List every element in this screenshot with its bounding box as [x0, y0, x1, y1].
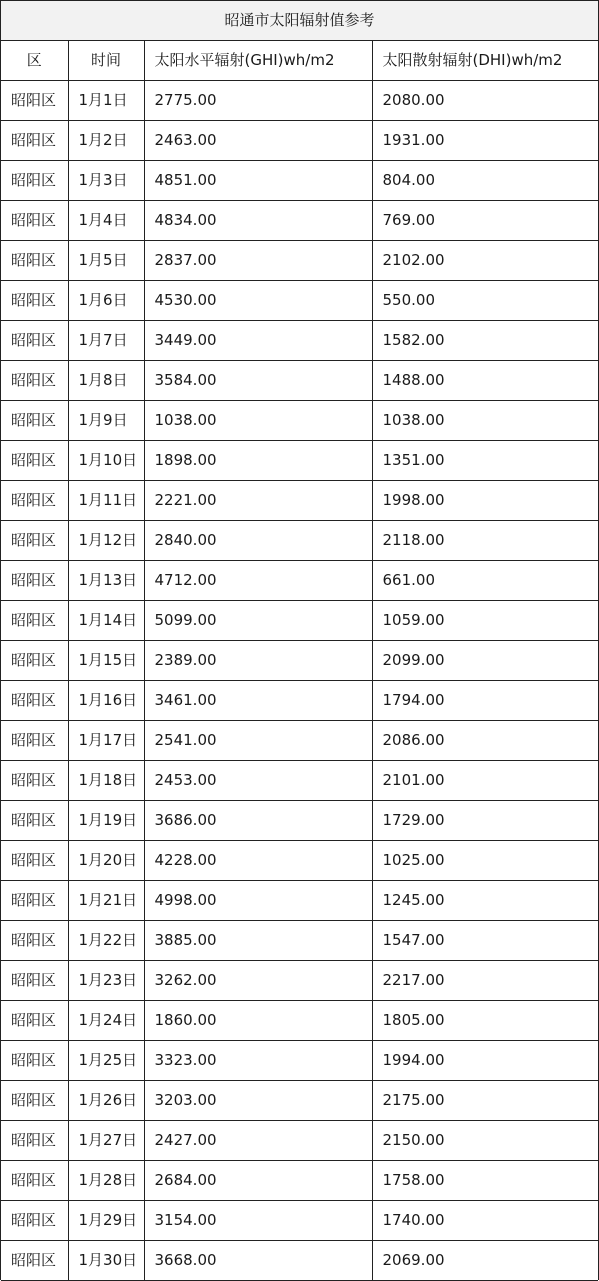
cell-district: 昭阳区 — [1, 881, 68, 921]
table-row — [1, 281, 598, 321]
table-row — [1, 1241, 598, 1281]
radiation-table — [1, 0, 598, 1281]
cell-district: 昭阳区 — [1, 281, 68, 321]
cell-date: 1月13日 — [68, 561, 144, 601]
cell-ghi: 2541.00 — [144, 721, 372, 761]
cell-district: 昭阳区 — [1, 1041, 68, 1081]
cell-district: 昭阳区 — [1, 1161, 68, 1201]
cell-ghi: 5099.00 — [144, 601, 372, 641]
cell-dhi: 1998.00 — [372, 481, 598, 521]
cell-district: 昭阳区 — [1, 1001, 68, 1041]
cell-district: 昭阳区 — [1, 721, 68, 761]
cell-district: 昭阳区 — [1, 921, 68, 961]
table-row — [1, 1041, 598, 1081]
header-district: 区 — [1, 41, 68, 81]
cell-district: 昭阳区 — [1, 681, 68, 721]
cell-date: 1月23日 — [68, 961, 144, 1001]
cell-district: 昭阳区 — [1, 481, 68, 521]
header-row — [1, 41, 598, 81]
table-row — [1, 961, 598, 1001]
cell-district: 昭阳区 — [1, 121, 68, 161]
table-row — [1, 361, 598, 401]
cell-district: 昭阳区 — [1, 561, 68, 601]
cell-ghi: 3323.00 — [144, 1041, 372, 1081]
table-row — [1, 721, 598, 761]
cell-date: 1月1日 — [68, 81, 144, 121]
cell-dhi: 804.00 — [372, 161, 598, 201]
cell-date: 1月5日 — [68, 241, 144, 281]
cell-ghi: 1860.00 — [144, 1001, 372, 1041]
cell-ghi: 3449.00 — [144, 321, 372, 361]
cell-dhi: 1059.00 — [372, 601, 598, 641]
table-row — [1, 801, 598, 841]
table-row — [1, 881, 598, 921]
table-row — [1, 1001, 598, 1041]
cell-date: 1月28日 — [68, 1161, 144, 1201]
cell-ghi: 3154.00 — [144, 1201, 372, 1241]
cell-district: 昭阳区 — [1, 521, 68, 561]
cell-date: 1月2日 — [68, 121, 144, 161]
cell-ghi: 4998.00 — [144, 881, 372, 921]
cell-district: 昭阳区 — [1, 441, 68, 481]
cell-ghi: 2837.00 — [144, 241, 372, 281]
cell-date: 1月21日 — [68, 881, 144, 921]
cell-ghi: 3203.00 — [144, 1081, 372, 1121]
table-title: 昭通市太阳辐射值参考 — [1, 1, 598, 41]
cell-ghi: 2389.00 — [144, 641, 372, 681]
table-row — [1, 521, 598, 561]
cell-dhi: 2101.00 — [372, 761, 598, 801]
cell-district: 昭阳区 — [1, 641, 68, 681]
cell-date: 1月24日 — [68, 1001, 144, 1041]
table-body — [1, 1, 598, 1281]
cell-ghi: 1038.00 — [144, 401, 372, 441]
cell-date: 1月3日 — [68, 161, 144, 201]
cell-ghi: 2427.00 — [144, 1121, 372, 1161]
cell-dhi: 2080.00 — [372, 81, 598, 121]
cell-dhi: 1025.00 — [372, 841, 598, 881]
cell-dhi: 1740.00 — [372, 1201, 598, 1241]
table-row — [1, 1081, 598, 1121]
cell-dhi: 2175.00 — [372, 1081, 598, 1121]
cell-dhi: 1038.00 — [372, 401, 598, 441]
cell-date: 1月22日 — [68, 921, 144, 961]
cell-ghi: 2684.00 — [144, 1161, 372, 1201]
cell-date: 1月10日 — [68, 441, 144, 481]
header-ghi: 太阳水平辐射(GHI)wh/m2 — [144, 41, 372, 81]
cell-ghi: 2840.00 — [144, 521, 372, 561]
cell-date: 1月26日 — [68, 1081, 144, 1121]
cell-date: 1月30日 — [68, 1241, 144, 1281]
table-row — [1, 241, 598, 281]
table-row — [1, 1201, 598, 1241]
cell-district: 昭阳区 — [1, 1081, 68, 1121]
cell-date: 1月27日 — [68, 1121, 144, 1161]
cell-dhi: 2150.00 — [372, 1121, 598, 1161]
cell-ghi: 4851.00 — [144, 161, 372, 201]
cell-district: 昭阳区 — [1, 161, 68, 201]
cell-dhi: 1351.00 — [372, 441, 598, 481]
cell-dhi: 1758.00 — [372, 1161, 598, 1201]
cell-date: 1月25日 — [68, 1041, 144, 1081]
cell-dhi: 2069.00 — [372, 1241, 598, 1281]
cell-ghi: 2463.00 — [144, 121, 372, 161]
header-dhi: 太阳散射辐射(DHI)wh/m2 — [372, 41, 598, 81]
cell-ghi: 2453.00 — [144, 761, 372, 801]
cell-district: 昭阳区 — [1, 961, 68, 1001]
table-row — [1, 161, 598, 201]
cell-dhi: 769.00 — [372, 201, 598, 241]
cell-ghi: 3262.00 — [144, 961, 372, 1001]
cell-dhi: 550.00 — [372, 281, 598, 321]
table-row — [1, 201, 598, 241]
cell-date: 1月12日 — [68, 521, 144, 561]
cell-ghi: 4712.00 — [144, 561, 372, 601]
cell-dhi: 1931.00 — [372, 121, 598, 161]
cell-dhi: 1547.00 — [372, 921, 598, 961]
cell-ghi: 2221.00 — [144, 481, 372, 521]
cell-date: 1月16日 — [68, 681, 144, 721]
cell-date: 1月20日 — [68, 841, 144, 881]
cell-ghi: 3668.00 — [144, 1241, 372, 1281]
cell-date: 1月14日 — [68, 601, 144, 641]
table-row — [1, 1121, 598, 1161]
cell-date: 1月7日 — [68, 321, 144, 361]
cell-dhi: 1729.00 — [372, 801, 598, 841]
cell-ghi: 3686.00 — [144, 801, 372, 841]
table-row — [1, 841, 598, 881]
table-row — [1, 441, 598, 481]
cell-ghi: 4530.00 — [144, 281, 372, 321]
cell-district: 昭阳区 — [1, 401, 68, 441]
cell-dhi: 1582.00 — [372, 321, 598, 361]
cell-dhi: 1488.00 — [372, 361, 598, 401]
cell-date: 1月18日 — [68, 761, 144, 801]
cell-date: 1月9日 — [68, 401, 144, 441]
cell-district: 昭阳区 — [1, 761, 68, 801]
cell-district: 昭阳区 — [1, 801, 68, 841]
cell-district: 昭阳区 — [1, 1201, 68, 1241]
table-row — [1, 1161, 598, 1201]
cell-dhi: 2118.00 — [372, 521, 598, 561]
cell-ghi: 3461.00 — [144, 681, 372, 721]
table-row — [1, 401, 598, 441]
cell-district: 昭阳区 — [1, 1121, 68, 1161]
cell-ghi: 4228.00 — [144, 841, 372, 881]
cell-ghi: 4834.00 — [144, 201, 372, 241]
header-time: 时间 — [68, 41, 144, 81]
table-row — [1, 641, 598, 681]
cell-dhi: 1994.00 — [372, 1041, 598, 1081]
cell-ghi: 1898.00 — [144, 441, 372, 481]
cell-ghi: 3885.00 — [144, 921, 372, 961]
cell-ghi: 2775.00 — [144, 81, 372, 121]
cell-dhi: 1794.00 — [372, 681, 598, 721]
cell-dhi: 1805.00 — [372, 1001, 598, 1041]
cell-district: 昭阳区 — [1, 81, 68, 121]
cell-district: 昭阳区 — [1, 361, 68, 401]
cell-dhi: 2217.00 — [372, 961, 598, 1001]
cell-date: 1月11日 — [68, 481, 144, 521]
cell-date: 1月15日 — [68, 641, 144, 681]
cell-date: 1月17日 — [68, 721, 144, 761]
cell-ghi: 3584.00 — [144, 361, 372, 401]
cell-date: 1月19日 — [68, 801, 144, 841]
cell-date: 1月6日 — [68, 281, 144, 321]
cell-dhi: 2102.00 — [372, 241, 598, 281]
cell-dhi: 661.00 — [372, 561, 598, 601]
table-row — [1, 81, 598, 121]
cell-district: 昭阳区 — [1, 321, 68, 361]
table-row — [1, 321, 598, 361]
cell-district: 昭阳区 — [1, 601, 68, 641]
cell-dhi: 1245.00 — [372, 881, 598, 921]
cell-district: 昭阳区 — [1, 841, 68, 881]
cell-dhi: 2099.00 — [372, 641, 598, 681]
cell-date: 1月4日 — [68, 201, 144, 241]
table-row — [1, 761, 598, 801]
table-row — [1, 601, 598, 641]
cell-district: 昭阳区 — [1, 1241, 68, 1281]
cell-date: 1月8日 — [68, 361, 144, 401]
title-row — [1, 1, 598, 41]
cell-dhi: 2086.00 — [372, 721, 598, 761]
cell-date: 1月29日 — [68, 1201, 144, 1241]
table-row — [1, 121, 598, 161]
cell-district: 昭阳区 — [1, 241, 68, 281]
table-row — [1, 561, 598, 601]
cell-district: 昭阳区 — [1, 201, 68, 241]
table-row — [1, 681, 598, 721]
table-row — [1, 921, 598, 961]
table-row — [1, 481, 598, 521]
